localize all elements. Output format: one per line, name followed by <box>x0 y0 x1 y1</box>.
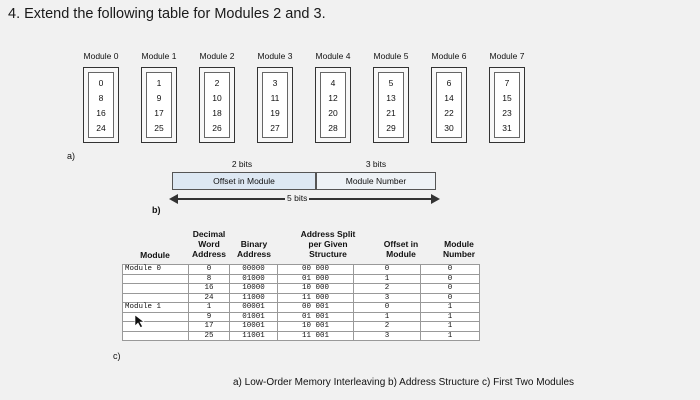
cell-module <box>123 284 189 294</box>
module-cell: 4 <box>330 77 336 88</box>
module-cell: 26 <box>212 122 222 133</box>
module-cell: 11 <box>270 92 280 103</box>
module-cell: 18 <box>212 107 222 118</box>
cell-module: Module 0 <box>123 265 189 275</box>
cell-binary: 11001 <box>230 331 278 341</box>
module-cell: 13 <box>386 92 396 103</box>
module-label: Module 6 <box>431 51 467 61</box>
figure-caption: a) Low-Order Memory Interleaving b) Address Structure c) First Two Modules <box>233 377 575 388</box>
header-line: Module <box>444 239 474 249</box>
cell-binary: 00001 <box>230 303 278 313</box>
memory-module-0 <box>83 67 119 143</box>
module-cell: 9 <box>156 92 162 103</box>
cell-offset: 2 <box>354 284 421 294</box>
part-a-label: a) <box>67 151 76 161</box>
module-cell: 20 <box>328 107 338 118</box>
total-bits-label: 5 bits <box>287 193 308 203</box>
module-cell: 7 <box>504 77 510 88</box>
header-decimal <box>188 229 230 259</box>
memory-module-6 <box>431 67 467 143</box>
cell-binary: 11000 <box>230 293 278 303</box>
memory-module-3 <box>257 67 293 143</box>
module-cell: 29 <box>386 122 396 133</box>
cell-number: 1 <box>421 312 480 322</box>
module-cell: 2 <box>214 77 220 88</box>
part-b-label: b) <box>152 205 161 215</box>
cell-offset: 1 <box>354 274 421 284</box>
part-c-label: c) <box>113 351 121 361</box>
cell-binary: 01000 <box>230 274 278 284</box>
module-cell: 27 <box>270 122 280 133</box>
cell-decimal: 24 <box>189 293 230 303</box>
cell-split: 11 001 <box>278 331 354 341</box>
memory-module-4 <box>315 67 351 143</box>
table-row <box>123 274 480 284</box>
question-text: 4. Extend the following table for Modules 2 and 3. <box>8 6 326 22</box>
module-cell: 15 <box>502 92 512 103</box>
cell-split: 11 000 <box>278 293 354 303</box>
cell-module <box>123 293 189 303</box>
header-line: Module <box>386 249 416 259</box>
module-cell: 12 <box>328 92 338 103</box>
cell-module <box>123 274 189 284</box>
cell-offset: 1 <box>354 312 421 322</box>
header-number <box>430 239 488 259</box>
table-row <box>123 265 480 275</box>
cell-number: 1 <box>421 322 480 332</box>
cell-number: 0 <box>421 284 480 294</box>
memory-module-7 <box>489 67 525 143</box>
table-row <box>123 312 480 322</box>
cell-module <box>123 322 189 332</box>
module-cell: 5 <box>388 77 394 88</box>
cell-split: 01 000 <box>278 274 354 284</box>
memory-module-1 <box>141 67 177 143</box>
address-table <box>122 264 480 341</box>
module-number-field: Module Number <box>316 172 436 190</box>
cell-number: 1 <box>421 331 480 341</box>
module-label: Module 5 <box>373 51 409 61</box>
offset-bits-label: 2 bits <box>231 159 253 169</box>
module-cell: 21 <box>386 107 396 118</box>
offset-in-module-field: Offset in Module <box>172 172 316 190</box>
header-binary <box>230 239 278 259</box>
table-row <box>123 331 480 341</box>
cell-split: 00 000 <box>278 265 354 275</box>
cell-number: 0 <box>421 265 480 275</box>
cell-number: 0 <box>421 274 480 284</box>
cell-decimal: 17 <box>189 322 230 332</box>
cell-split: 01 001 <box>278 312 354 322</box>
cell-number: 0 <box>421 293 480 303</box>
cell-module <box>123 312 189 322</box>
table-row <box>123 284 480 294</box>
module-label: Module 3 <box>257 51 293 61</box>
module-cell: 10 <box>212 92 222 103</box>
cell-offset: 3 <box>354 293 421 303</box>
cell-decimal: 9 <box>189 312 230 322</box>
cell-decimal: 8 <box>189 274 230 284</box>
header-line: Address <box>191 249 226 259</box>
cell-offset: 3 <box>354 331 421 341</box>
cell-decimal: 1 <box>189 303 230 313</box>
header-line: Address Split <box>300 229 356 239</box>
table-row <box>123 322 480 332</box>
header-line: Word <box>198 239 220 249</box>
cell-number: 1 <box>421 303 480 313</box>
memory-module-2 <box>199 67 235 143</box>
module-cell: 31 <box>502 122 512 133</box>
cell-offset: 2 <box>354 322 421 332</box>
module-label: Module 2 <box>199 51 235 61</box>
module-cell: 28 <box>328 122 338 133</box>
header-split <box>290 229 366 259</box>
module-cell: 17 <box>154 107 164 118</box>
module-cell: 19 <box>270 107 280 118</box>
cell-binary: 10000 <box>230 284 278 294</box>
mouse-cursor-icon <box>134 314 146 328</box>
header-line: Binary <box>240 239 268 249</box>
module-cell: 1 <box>156 77 162 88</box>
module-cell: 24 <box>96 122 106 133</box>
cell-binary: 10001 <box>230 322 278 332</box>
module-label: Module 4 <box>315 51 351 61</box>
cell-binary: 00000 <box>230 265 278 275</box>
module-label: Module 1 <box>141 51 177 61</box>
table-row <box>123 303 480 313</box>
header-line: Address <box>236 249 271 259</box>
header-line: Structure <box>309 249 347 259</box>
cell-binary: 01001 <box>230 312 278 322</box>
module-cell: 23 <box>502 107 512 118</box>
memory-module-5 <box>373 67 409 143</box>
table-row <box>123 293 480 303</box>
module-cell: 25 <box>154 122 164 133</box>
cell-split: 10 000 <box>278 284 354 294</box>
module-cell: 6 <box>446 77 452 88</box>
module-cell: 8 <box>98 92 104 103</box>
module-bits-label: 3 bits <box>365 159 387 169</box>
module-label: Module 0 <box>83 51 119 61</box>
cell-decimal: 16 <box>189 284 230 294</box>
module-cell: 16 <box>96 107 106 118</box>
header-line: Decimal <box>192 229 226 239</box>
cell-module: Module 1 <box>123 303 189 313</box>
cell-offset: 0 <box>354 303 421 313</box>
arrow-right-icon <box>431 194 440 204</box>
header-line: Offset in <box>383 239 419 249</box>
module-cell: 3 <box>272 77 278 88</box>
cell-module <box>123 331 189 341</box>
module-cell: 22 <box>444 107 454 118</box>
header-offset <box>368 239 434 259</box>
header-line: Number <box>442 249 476 259</box>
header-module: Module <box>140 250 170 260</box>
cell-offset: 0 <box>354 265 421 275</box>
module-cell: 14 <box>444 92 454 103</box>
cell-split: 10 001 <box>278 322 354 332</box>
module-cell: 0 <box>98 77 104 88</box>
module-cell: 30 <box>444 122 454 133</box>
cell-split: 00 001 <box>278 303 354 313</box>
cell-decimal: 0 <box>189 265 230 275</box>
header-line: per Given <box>308 239 348 249</box>
module-label: Module 7 <box>489 51 525 61</box>
cell-decimal: 25 <box>189 331 230 341</box>
